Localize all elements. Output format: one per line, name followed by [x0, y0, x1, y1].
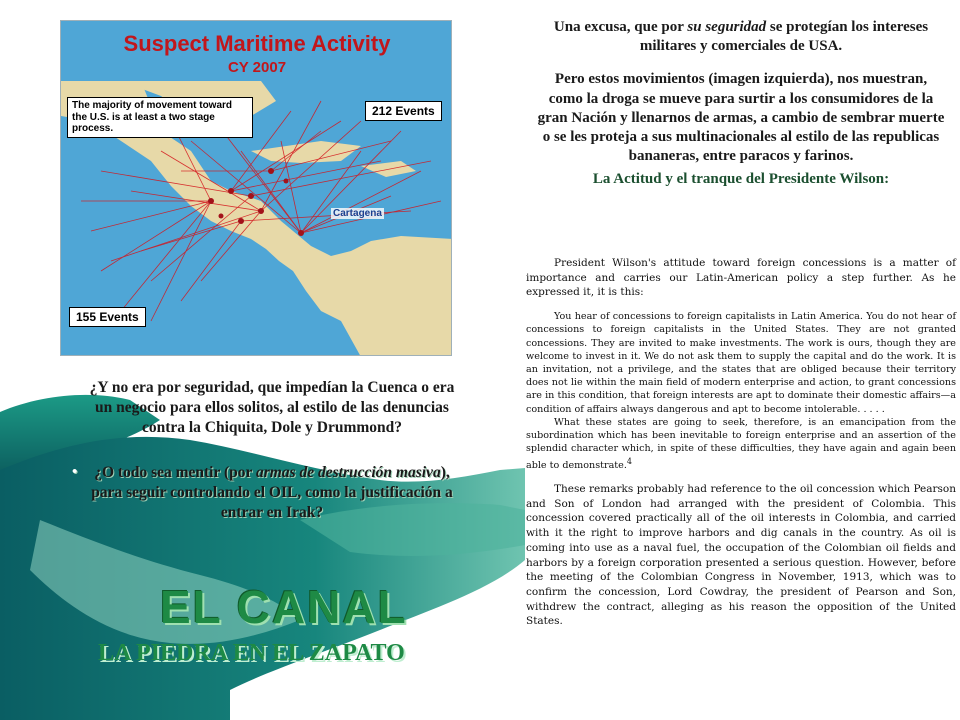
scanned-document	[526, 256, 956, 639]
footnote-marker: 4	[626, 456, 632, 466]
right-bullet-2: • Pero estos movimientos (imagen izquierda), nos muestran, como la droga se mueve para surtir a los consumidores de la gran Nación y llenarnos de armas, a cambio de sembrar muerte o se les proteja a sus multinacionales al estilo de las republicas bananeras, entre paracos y farinos.	[522, 71, 945, 165]
right-bullet-list	[522, 18, 946, 204]
document-paragraph-2: These remarks probably had reference to the oil concession which Pearson and Son of London had arranged with the president of Colombia. This concession covered practically all of the oil interests in Colombia, and carried with it the right to improve harbors and dig canals in the country. As oil is coming into use as a naval fuel, the occupation of the Colombian oil fields and harbors by a foreign corporation presented a serious question. However, before the meeting of the Colombian Congress in November, 1913, which was to confirm the concession, Lord Cowdray, the president of Pearson and Son, withdrew the contract, alleging as his reason the opposition of the United States.	[526, 483, 956, 628]
map-events-bottom: 155 Events	[69, 307, 146, 327]
left-bullet-2: • ¿O todo sea mentir (por armas de destrucción masiva), para seguir controlando el OIL, como la justificación a entrar en Irak?	[72, 464, 453, 522]
left-bullet-1: • ¿Y no era por seguridad, que impedían la Cuenca o era un negocio para ellos solitos, al estilo de las denuncias contra la Chiquita, Dole y Drummond?	[72, 379, 455, 436]
bullet-dot-icon: •	[522, 71, 528, 88]
headline-title: EL CANAL	[160, 581, 408, 633]
map-events-top: 212 Events	[365, 101, 442, 121]
left-bullet-list	[72, 378, 458, 537]
bullet-dot-icon: •	[72, 379, 78, 395]
emphasis-text: armas de destrucción masiva	[255, 464, 441, 482]
document-quote-2: What these states are going to seek, therefore, is an emancipation from the subordination which has been inevitable to foreign enterprise and an assertion of the splendid character which, in spite of these difficulties, they have again and again been able to demonstrate.$^4$	[526, 416, 956, 471]
map-subtitle: CY 2007	[227, 59, 287, 76]
map-title: Suspect Maritime Activity	[123, 31, 391, 56]
right-bullet-1: • Una excusa, que por su seguridad se protegían los intereses militares y comerciales de USA.	[522, 19, 929, 55]
document-quote-1: You hear of concessions to foreign capitalists in Latin America. You do not hear of concessions to foreign capitalists in the United States. They are not granted concessions. They are invited to make investments. The work is ours, though they are welcome to invest in it. We do not ask them to supply the capital and do the work. It is an invitation, not a privilege, and the states that are obliged because their territory does not lie within the main field of modern enterprise and action, to grant concessions are in this condition, that foreign interests are apt to dominate their domestic affairs—a condition of affairs always dangerous and apt to become intolerable. . . . .	[526, 311, 956, 415]
map-note: The majority of movement toward the U.S. is at least a two stage process.	[67, 97, 253, 138]
emphasis-text: su seguridad	[687, 19, 767, 35]
bullet-dot-icon: •	[72, 464, 78, 481]
bullet-dot-icon: •	[522, 171, 528, 188]
bullet-dot-icon: •	[522, 19, 528, 35]
maritime-activity-map	[60, 20, 452, 356]
map-city-label: Cartagena	[333, 208, 382, 219]
document-paragraph-1: President Wilson's attitude toward foreign concessions is a matter of importance and carries our Latin-American policy a step further. As he expressed it, it is this:	[526, 257, 956, 299]
right-bullet-3: • La Actitud y el tranque del Presidente Wilson:	[536, 170, 946, 189]
headline-subtitle: LA PIEDRA EN EL ZAPATO	[98, 640, 405, 666]
